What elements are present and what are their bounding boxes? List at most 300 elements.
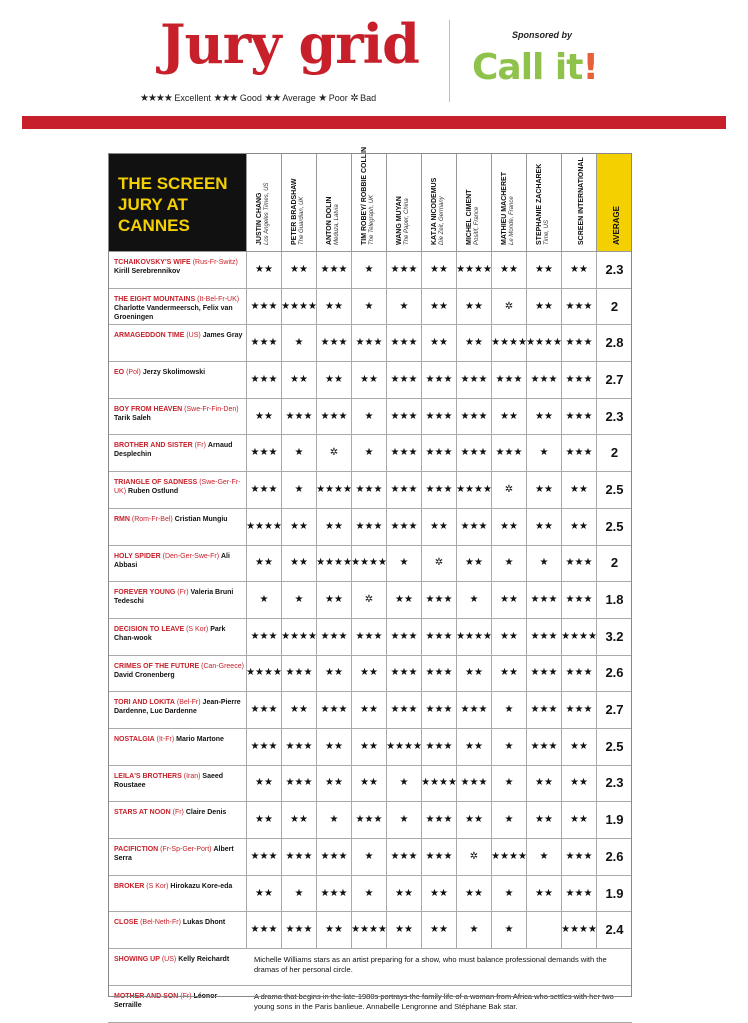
rating-cell: ✲ [491, 472, 526, 508]
critic-name: MATHIEU MACHERET [501, 172, 508, 245]
film-country: (Can-Greece) [201, 662, 244, 670]
rating-cell: ★★★★ [561, 912, 596, 948]
note-row [108, 986, 632, 1023]
rating-cell: ★★ [246, 766, 281, 802]
sponsor-logo-text: Call it [472, 47, 583, 88]
film-director: Kirill Serebrennikov [114, 268, 181, 275]
rating-cell: ★ [281, 582, 316, 618]
film-cell [114, 698, 244, 716]
jury-label-box [108, 153, 246, 251]
rating-cell: ★★ [281, 802, 316, 838]
critic-name: TIM ROBEY/ ROBBIE COLLIN [361, 147, 368, 245]
rating-cell: ★ [491, 546, 526, 582]
rating-cell: ★ [526, 435, 561, 471]
rating-cell: ★★ [246, 252, 281, 288]
critic-publication: Positif, France [474, 206, 480, 245]
average-score: 2 [596, 435, 632, 471]
rating-cell: ★★★ [351, 802, 386, 838]
rating-cell: ★★ [281, 362, 316, 398]
film-cell [114, 441, 244, 459]
average-score: 2.6 [596, 656, 632, 692]
film-cell [114, 955, 244, 964]
film-title: LEILA'S BROTHERS [114, 772, 182, 780]
rating-cell: ★★★ [246, 325, 281, 361]
rating-cell: ★ [351, 252, 386, 288]
critic-name: MICHEL CIMENT [466, 189, 473, 245]
rating-cell: ★★ [421, 289, 456, 325]
rating-cell: ★★ [561, 802, 596, 838]
two-stars-icon: ★★ [264, 93, 281, 104]
rating-cell: ★★ [456, 289, 491, 325]
film-title: TRIANGLE OF SADNESS [114, 479, 198, 487]
table-row [108, 839, 632, 876]
average-score: 2.4 [596, 912, 632, 948]
rating-cell: ★★★ [386, 325, 421, 361]
rating-cell: ★★ [561, 252, 596, 288]
rating-cell: ★★ [351, 656, 386, 692]
legend-excellent: Excellent [174, 93, 211, 103]
film-director: Saeed Roustaee [114, 772, 224, 789]
rating-cell: ★★ [526, 766, 561, 802]
rating-cell: ★★★ [526, 362, 561, 398]
film-description: Michelle Williams stars as an artist preparing for a show, who must balance professional demands with the dramas of her personal circle. [254, 955, 607, 975]
rating-cell: ★★ [561, 729, 596, 765]
critic-column-header [351, 147, 386, 251]
rating-cell: ★★★ [561, 692, 596, 728]
film-cell [114, 772, 244, 790]
rating-cell: ★★ [281, 252, 316, 288]
film-country: (Bel-Neth-Fr) [140, 919, 181, 927]
film-director: Hirokazu Kore-eda [170, 882, 233, 890]
rating-cell: ★★★ [561, 656, 596, 692]
rating-cell: ★ [491, 802, 526, 838]
film-director: Albert Serra [114, 846, 234, 862]
rating-cell: ★★★ [421, 729, 456, 765]
jury-label: THE SCREEN JURY AT CANNES [118, 174, 228, 235]
rating-cell: ★★★★ [526, 325, 561, 361]
rating-cell: ★★★★ [386, 729, 421, 765]
rating-cell: ★ [491, 876, 526, 912]
rating-cell: ★★★ [456, 362, 491, 398]
film-cell [114, 662, 244, 680]
film-country: (Fr) [194, 442, 206, 450]
critic-name: PETER BRADSHAW [291, 178, 298, 245]
page-title: Jury grid [160, 12, 419, 76]
rating-cell: ★★ [526, 289, 561, 325]
critic-name: ANTON DOLIN [326, 196, 333, 245]
film-country: (Iran) [183, 772, 201, 780]
rating-cell: ★★★ [246, 472, 281, 508]
rating-cell: ★★★ [561, 435, 596, 471]
film-director: Claire Denis [185, 809, 227, 817]
rating-cell: ★★ [246, 399, 281, 435]
rating-cell: ★ [386, 289, 421, 325]
rating-cell: ★ [351, 289, 386, 325]
rating-cell: ★★ [246, 546, 281, 582]
sponsored-by: Sponsored by [512, 30, 573, 40]
film-title: CRIMES OF THE FUTURE [114, 662, 200, 670]
film-director: Ali Abbasi [114, 552, 230, 569]
average-score: 2.3 [596, 399, 632, 435]
rating-cell: ✲ [456, 839, 491, 875]
grid-body [108, 252, 632, 949]
header-divider [449, 20, 450, 102]
critic-publication: Los Angeles Times, US [264, 182, 270, 245]
rating-cell: ★★★ [386, 509, 421, 545]
rating-cell: ★★★ [281, 912, 316, 948]
film-title: STARS AT NOON [114, 809, 171, 817]
critic-column-header [386, 153, 421, 251]
film-cell [114, 478, 244, 496]
legend-good: Good [239, 93, 262, 103]
rating-cell: ★★★ [421, 399, 456, 435]
rating-cell: ★★★ [316, 876, 351, 912]
film-cell [114, 588, 244, 606]
rating-cell: ★★★ [561, 582, 596, 618]
average-score: 2.5 [596, 472, 632, 508]
table-row [108, 582, 632, 619]
note-row [108, 949, 632, 986]
rating-cell: ★★★ [351, 472, 386, 508]
rating-cell: ★★★ [561, 839, 596, 875]
rating-cell: ★ [281, 325, 316, 361]
table-row [108, 729, 632, 766]
rating-cell: ★★★ [456, 399, 491, 435]
rating-cell: ★★★★ [246, 509, 281, 545]
rating-cell: ★★★ [561, 362, 596, 398]
rating-cell: ★★ [246, 876, 281, 912]
rating-cell: ★★ [386, 582, 421, 618]
critic-publication: The Paper, China [404, 198, 410, 245]
film-title: BOY FROM HEAVEN [114, 405, 183, 413]
rating-cell: ✲ [351, 582, 386, 618]
film-director: Lukas Dhont [182, 919, 226, 927]
rating-cell: ★★★ [421, 472, 456, 508]
rating-cell: ★★★★ [491, 325, 526, 361]
jury-grid-table [108, 147, 632, 1023]
rating-cell: ★★★ [561, 876, 596, 912]
average-score: 2.3 [596, 766, 632, 802]
rating-cell: ★ [526, 546, 561, 582]
rating-cell: ★★ [281, 509, 316, 545]
film-cell [114, 992, 244, 1010]
rating-cell: ★★★ [316, 619, 351, 655]
rating-cell: ★★★ [386, 619, 421, 655]
rating-cell: ★★ [491, 656, 526, 692]
critic-column-header [421, 153, 456, 251]
average-score: 1.9 [596, 802, 632, 838]
film-director: Charlotte Vandermeersch, Felix van Groeningen [114, 304, 233, 321]
rating-cell: ★★★ [561, 289, 596, 325]
film-director: Jean-Pierre Dardenne, Luc Dardenne [114, 699, 241, 716]
rating-cell: ★★★ [246, 362, 281, 398]
rating-cell: ★★ [456, 546, 491, 582]
rating-cell: ★★★ [246, 912, 281, 948]
rating-cell: ★★ [561, 766, 596, 802]
rating-cell: ★★★ [421, 362, 456, 398]
table-row [108, 399, 632, 436]
film-title: THE EIGHT MOUNTAINS [114, 295, 196, 303]
rating-cell: ★★★ [246, 729, 281, 765]
rating-cell: ★★★ [351, 509, 386, 545]
rating-cell: ★★★ [316, 692, 351, 728]
rating-cell: ★ [351, 435, 386, 471]
rating-cell: ★★★★ [421, 766, 456, 802]
table-row [108, 766, 632, 803]
rating-cell: ★★★★ [246, 656, 281, 692]
film-country: (Fr-Sp-Ger-Port) [160, 846, 212, 853]
film-title: ARMAGEDDON TIME [114, 332, 185, 340]
critic-column-header [316, 153, 351, 251]
film-country: (Bel-Fr) [176, 699, 201, 707]
rating-cell: ★★★ [526, 729, 561, 765]
average-score: 2 [596, 546, 632, 582]
three-stars-icon: ★★★ [213, 93, 238, 104]
rating-cell: ★★★ [351, 325, 386, 361]
rating-cell: ★★ [491, 509, 526, 545]
rating-cell: ★★★ [281, 729, 316, 765]
rating-cell: ★ [456, 912, 491, 948]
legend-bad: Bad [360, 93, 377, 103]
rating-cell: ★★★ [491, 362, 526, 398]
rating-cell: ★★★ [491, 435, 526, 471]
rating-cell: ★★★ [456, 509, 491, 545]
rating-cell: ✲ [316, 435, 351, 471]
film-cell [114, 515, 244, 524]
rating-cell: ★★★ [386, 362, 421, 398]
film-director: Jerzy Skolimowski [142, 369, 206, 377]
average-score: 2.7 [596, 362, 632, 398]
rating-cell: ★★ [351, 729, 386, 765]
rating-cell: ★★★★ [351, 546, 386, 582]
rating-cell: ★ [386, 546, 421, 582]
red-bar [22, 116, 726, 129]
rating-cell: ★ [351, 876, 386, 912]
film-cell [114, 258, 244, 276]
rating-cell: ★★ [316, 912, 351, 948]
average-label: AVERAGE [612, 206, 621, 245]
rating-cell: ★★ [386, 912, 421, 948]
rating-cell: ★★★ [456, 435, 491, 471]
film-title: MOTHER AND SON [114, 993, 179, 1001]
critic-column-header [246, 153, 281, 251]
rating-cell: ★★★ [526, 619, 561, 655]
cross-icon: ✲ [350, 93, 358, 104]
rating-cell: ★★★ [386, 472, 421, 508]
film-cell [114, 295, 244, 322]
rating-cell: ★★ [316, 289, 351, 325]
rating-cell: ★★ [316, 729, 351, 765]
rating-cell: ★★ [421, 876, 456, 912]
film-country: (Pol) [126, 369, 141, 377]
rating-cell: ★★ [316, 656, 351, 692]
film-title: TORI AND LOKITA [114, 699, 175, 707]
rating-cell: ★★ [526, 252, 561, 288]
rating-cell: ★★★ [351, 619, 386, 655]
critic-column-header [526, 153, 561, 251]
rating-cell: ★★ [526, 472, 561, 508]
rating-cell: ★★ [421, 252, 456, 288]
rating-cell: ★★★★ [281, 619, 316, 655]
rating-cell: ★★★ [281, 766, 316, 802]
one-star-icon: ★ [318, 93, 327, 104]
film-title: NOSTALGIA [114, 735, 155, 743]
grid-header-row [108, 147, 632, 252]
table-row [108, 656, 632, 693]
rating-cell: ★★ [456, 656, 491, 692]
rating-cell: ★★★ [421, 802, 456, 838]
table-row [108, 692, 632, 729]
rating-cell: ★★★ [386, 435, 421, 471]
critic-publication: Die Zeit, Germany [439, 196, 445, 245]
average-score: 2.5 [596, 729, 632, 765]
average-score: 2.3 [596, 252, 632, 288]
film-director: Ruben Ostlund [128, 488, 179, 496]
critic-publication: The Guardian, UK [299, 196, 305, 245]
rating-cell: ★★ [421, 912, 456, 948]
film-director: James Gray [202, 332, 243, 340]
rating-cell: ★ [281, 876, 316, 912]
average-column-header [596, 153, 632, 251]
rating-cell: ★★ [456, 729, 491, 765]
rating-cell: ★★★★ [351, 912, 386, 948]
rating-cell: ★★★ [316, 399, 351, 435]
film-title: EO [114, 369, 125, 377]
average-score: 2.5 [596, 509, 632, 545]
rating-cell: ★★★ [281, 656, 316, 692]
rating-cell: ★★ [491, 582, 526, 618]
average-score: 2 [596, 289, 632, 325]
table-row [108, 546, 632, 583]
rating-cell: ★★ [246, 802, 281, 838]
rating-cell: ★★★ [316, 325, 351, 361]
rating-cell: ★★★ [316, 839, 351, 875]
rating-cell: ★ [491, 912, 526, 948]
rating-cell: ★★ [456, 325, 491, 361]
film-country: (Den-Ger-Swe-Fr) [162, 552, 220, 560]
film-country: (Fr) [172, 809, 184, 817]
table-row [108, 362, 632, 399]
legend-average: Average [282, 93, 316, 103]
rating-cell: ★ [386, 802, 421, 838]
rating-cell: ★★★ [526, 582, 561, 618]
rating-cell: ★ [281, 435, 316, 471]
film-country: (US) [186, 332, 201, 340]
rating-cell: ★★ [351, 692, 386, 728]
average-score: 1.8 [596, 582, 632, 618]
critic-publication: Le Monde, France [509, 196, 515, 245]
rating-cell: ★★★★ [456, 619, 491, 655]
film-title: FOREVER YOUNG [114, 589, 176, 597]
film-cell [114, 808, 244, 817]
rating-cell: ✲ [491, 289, 526, 325]
film-title: TCHAIKOVSKY'S WIFE [114, 259, 191, 266]
rating-cell: ★★ [281, 546, 316, 582]
film-cell [114, 918, 244, 927]
film-title: HOLY SPIDER [114, 552, 161, 560]
film-title: PACIFICTION [114, 846, 159, 853]
critic-publication: Meduza, Latvia [334, 204, 340, 245]
rating-cell: ★★ [421, 509, 456, 545]
rating-cell: ★★★ [246, 839, 281, 875]
rating-cell: ★★ [491, 252, 526, 288]
critic-column-header [491, 153, 526, 251]
rating-cell: ★★★★ [491, 839, 526, 875]
page-header [0, 0, 748, 135]
critic-name: JUSTIN CHANG [256, 192, 263, 245]
rating-cell: ★ [526, 839, 561, 875]
film-cell [114, 368, 244, 377]
rating-cell: ★★★ [421, 692, 456, 728]
rating-cell: ★★ [561, 509, 596, 545]
film-director: Cristian Mungiu [174, 515, 228, 523]
film-description: A drama that begins in the late-1980s portrays the family life of a woman from Africa who settles with her two young sons in the Paris banlieue. Annabelle Lengronne and Stéphane Bak star. [254, 992, 614, 1012]
rating-cell: ★ [491, 766, 526, 802]
film-country: (Swe-Fr-Fin-Den) [184, 405, 239, 413]
film-director: Arnaud Desplechin [114, 442, 233, 459]
critic-name: WANG MUYAN [396, 196, 403, 245]
film-cell [114, 735, 244, 744]
average-score: 2.6 [596, 839, 632, 875]
rating-cell: ★★★★ [316, 472, 351, 508]
rating-cell: ★★★ [526, 656, 561, 692]
critic-name: KATJA NICODEMUS [431, 177, 438, 245]
rating-cell: ✲ [421, 546, 456, 582]
rating-cell: ★★ [456, 802, 491, 838]
rating-cell: ★★★ [421, 656, 456, 692]
critic-column-header [281, 153, 316, 251]
film-title: BROTHER AND SISTER [114, 442, 193, 450]
rating-cell: ★★ [316, 509, 351, 545]
rating-cell: ★ [386, 766, 421, 802]
film-title: DECISION TO LEAVE [114, 625, 185, 633]
film-country: (Fr) [177, 589, 189, 597]
sponsor-logo [472, 47, 598, 88]
rating-cell: ★★★ [386, 399, 421, 435]
rating-cell: ★★★ [421, 839, 456, 875]
rating-cell: ★★★ [386, 252, 421, 288]
film-title: RMN [114, 515, 130, 523]
rating-cell: ★ [456, 582, 491, 618]
rating-cell: ★★★ [561, 325, 596, 361]
film-country: (It-Bel-Fr-UK) [197, 295, 240, 303]
film-cell [114, 331, 244, 340]
average-score: 2.7 [596, 692, 632, 728]
rating-cell: ★★ [316, 362, 351, 398]
rating-cell: ★ [491, 692, 526, 728]
rating-cell: ★★★ [456, 766, 491, 802]
film-title: CLOSE [114, 919, 139, 927]
rating-cell: ★★ [491, 399, 526, 435]
critic-publication: The Telegraph, UK [369, 194, 375, 245]
film-director: Valeria Bruni Tedeschi [114, 589, 234, 606]
critic-column-header [456, 153, 491, 251]
film-country: (It-Fr) [156, 735, 175, 743]
rating-cell: ★★★ [561, 399, 596, 435]
table-row [108, 252, 632, 289]
film-cell [114, 552, 244, 570]
film-country: (US) [161, 956, 177, 964]
critic-name: STEPHANIE ZACHAREK [536, 163, 543, 245]
rating-cell: ★★★ [421, 435, 456, 471]
rating-cell: ★ [246, 582, 281, 618]
rating-cell: ★★ [561, 472, 596, 508]
rating-cell: ★★★ [246, 619, 281, 655]
table-row [108, 472, 632, 509]
rating-cell: ★ [351, 399, 386, 435]
four-stars-icon: ★★★★ [140, 93, 172, 104]
rating-cell: ★★ [351, 766, 386, 802]
